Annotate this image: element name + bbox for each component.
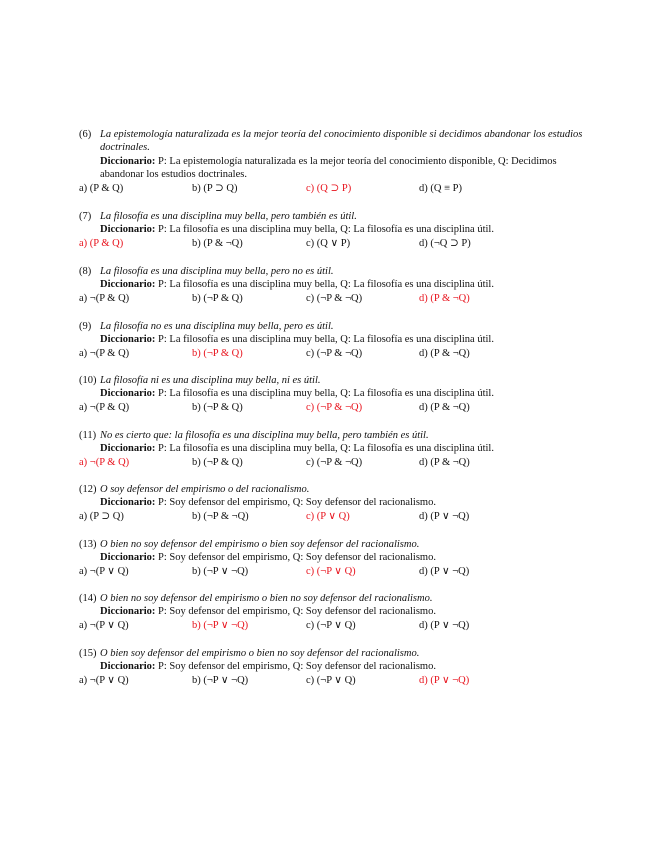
dictionary-text: P: La filosofía es una disciplina muy bella, Q: La filosofía es una disciplina útil. — [158, 224, 494, 236]
exercise-dictionary — [100, 155, 589, 182]
option-c[interactable]: c) (Q ⊃ P) — [306, 182, 352, 194]
exercise-number: (15) — [79, 648, 97, 659]
dictionary-label: Diccionario: — [100, 155, 156, 167]
exercise-number: (12) — [79, 484, 97, 495]
dictionary-text: P: Soy defensor del empirismo, Q: Soy defensor del racionalismo. — [158, 552, 436, 564]
dictionary-text: P: La filosofía es una disciplina muy bella, Q: La filosofía es una disciplina útil. — [158, 334, 494, 346]
option-a[interactable]: a) ¬(P ∨ Q) — [79, 619, 129, 631]
dictionary-text: P: La epistemología naturalizada es la mejor teoría del conocimiento disponible, Q: Decidimos abandonar los estudios doctrinales. — [100, 155, 557, 181]
exercise-number: (8) — [79, 266, 92, 277]
option-b[interactable]: b) (¬P & Q) — [192, 456, 243, 468]
option-d[interactable]: d) (P ∨ ¬Q) — [419, 619, 470, 631]
option-c[interactable]: c) (¬P ∨ Q) — [306, 674, 356, 686]
answer-options — [79, 565, 589, 579]
option-d[interactable]: d) (P & ¬Q) — [419, 292, 470, 304]
option-c[interactable]: c) (¬P & ¬Q) — [306, 347, 363, 359]
answer-options — [79, 510, 589, 524]
option-a[interactable]: a) ¬(P & Q) — [79, 456, 130, 468]
answer-options — [79, 182, 589, 196]
exercise-11 — [79, 429, 589, 470]
exercise-dictionary — [100, 605, 589, 618]
answer-options — [79, 456, 589, 470]
exercise-12 — [79, 483, 589, 524]
dictionary-text: P: La filosofía es una disciplina muy bella, Q: La filosofía es una disciplina útil. — [158, 388, 494, 400]
exercise-statement: O bien no soy defensor del empirismo o bien soy defensor del racionalismo. — [100, 539, 420, 550]
exercise-statement: O soy defensor del empirismo o del racionalismo. — [100, 484, 310, 495]
exercise-6 — [79, 128, 589, 196]
option-b[interactable]: b) (¬P ∨ ¬Q) — [192, 565, 249, 577]
dictionary-label: Diccionario: — [100, 388, 156, 400]
option-d[interactable]: d) (P ∨ ¬Q) — [419, 565, 470, 577]
option-b[interactable]: b) (P ⊃ Q) — [192, 182, 238, 194]
option-b[interactable]: b) (¬P ∨ ¬Q) — [192, 674, 249, 686]
exercise-13 — [79, 538, 589, 579]
dictionary-text: P: Soy defensor del empirismo, Q: Soy defensor del racionalismo. — [158, 497, 436, 509]
option-b[interactable]: b) (P & ¬Q) — [192, 237, 243, 249]
exercise-dictionary — [100, 278, 589, 291]
option-b[interactable]: b) (¬P & Q) — [192, 401, 243, 413]
exercise-dictionary — [100, 333, 589, 346]
exercise-statement: O bien soy defensor del empirismo o bien no soy defensor del racionalismo. — [100, 648, 420, 659]
option-c[interactable]: c) (P ∨ Q) — [306, 510, 350, 522]
exercise-statement: No es cierto que: la filosofía es una disciplina muy bella, pero también es útil. — [100, 430, 429, 441]
option-d[interactable]: d) (Q ≡ P) — [419, 182, 462, 194]
answer-options — [79, 401, 589, 415]
option-b[interactable]: b) (¬P & ¬Q) — [192, 510, 249, 522]
exercise-statement: La filosofía es una disciplina muy bella, pero también es útil. — [100, 211, 357, 222]
option-b[interactable]: b) (¬P & Q) — [192, 347, 243, 359]
dictionary-label: Diccionario: — [100, 279, 156, 291]
option-a[interactable]: a) (P ⊃ Q) — [79, 510, 124, 522]
exercise-dictionary — [100, 551, 589, 564]
exercise-number: (6) — [79, 129, 92, 140]
dictionary-label: Diccionario: — [100, 606, 156, 618]
exercise-statement: O bien no soy defensor del empirismo o bien no soy defensor del racionalismo. — [100, 593, 433, 604]
option-c[interactable]: c) (Q ∨ P) — [306, 237, 351, 249]
exercise-statement: La filosofía es una disciplina muy bella, pero no es útil. — [100, 266, 334, 277]
dictionary-text: P: Soy defensor del empirismo, Q: Soy defensor del racionalismo. — [158, 606, 436, 618]
option-a[interactable]: a) ¬(P & Q) — [79, 401, 130, 413]
dictionary-label: Diccionario: — [100, 334, 156, 346]
exercise-number: (14) — [79, 593, 97, 604]
exercise-statement: La epistemología naturalizada es la mejor teoría del conocimiento disponible si decidimos abandonar los estudios doctrinales. — [100, 129, 583, 154]
option-a[interactable]: a) (P & Q) — [79, 237, 124, 249]
answer-options — [79, 237, 589, 251]
dictionary-label: Diccionario: — [100, 443, 156, 455]
exercise-dictionary — [100, 442, 589, 455]
option-b[interactable]: b) (¬P ∨ ¬Q) — [192, 619, 249, 631]
option-d[interactable]: d) (¬Q ⊃ P) — [419, 237, 471, 249]
dictionary-label: Diccionario: — [100, 224, 156, 236]
exercise-10 — [79, 374, 589, 415]
option-d[interactable]: d) (P & ¬Q) — [419, 456, 470, 468]
option-c[interactable]: c) (¬P & ¬Q) — [306, 456, 363, 468]
exercise-9 — [79, 320, 589, 361]
option-d[interactable]: d) (P & ¬Q) — [419, 401, 470, 413]
exercise-dictionary — [100, 387, 589, 400]
option-a[interactable]: a) ¬(P & Q) — [79, 347, 130, 359]
exercise-statement: La filosofía ni es una disciplina muy bella, ni es útil. — [100, 375, 321, 386]
exercise-7 — [79, 210, 589, 251]
option-d[interactable]: d) (P ∨ ¬Q) — [419, 674, 470, 686]
exercise-number: (7) — [79, 211, 92, 222]
dictionary-label: Diccionario: — [100, 552, 156, 564]
option-c[interactable]: c) (¬P ∨ Q) — [306, 619, 356, 631]
dictionary-text: P: Soy defensor del empirismo, Q: Soy defensor del racionalismo. — [158, 661, 436, 673]
exercise-number: (9) — [79, 321, 92, 332]
dictionary-text: P: La filosofía es una disciplina muy bella, Q: La filosofía es una disciplina útil. — [158, 279, 494, 291]
option-d[interactable]: d) (P & ¬Q) — [419, 347, 470, 359]
dictionary-label: Diccionario: — [100, 497, 156, 509]
answer-options — [79, 674, 589, 688]
option-c[interactable]: c) (¬P & ¬Q) — [306, 401, 363, 413]
answer-options — [79, 347, 589, 361]
answer-options — [79, 292, 589, 306]
exercise-dictionary — [100, 496, 589, 509]
option-b[interactable]: b) (¬P & Q) — [192, 292, 243, 304]
option-a[interactable]: a) ¬(P ∨ Q) — [79, 674, 129, 686]
option-d[interactable]: d) (P ∨ ¬Q) — [419, 510, 470, 522]
exercise-number: (10) — [79, 375, 97, 386]
dictionary-text: P: La filosofía es una disciplina muy bella, Q: La filosofía es una disciplina útil. — [158, 443, 494, 455]
option-c[interactable]: c) (¬P ∨ Q) — [306, 565, 356, 577]
exercise-14 — [79, 592, 589, 633]
dictionary-label: Diccionario: — [100, 661, 156, 673]
exercise-dictionary — [100, 223, 589, 236]
exercise-dictionary — [100, 660, 589, 673]
option-a[interactable]: a) ¬(P ∨ Q) — [79, 565, 129, 577]
option-a[interactable]: a) ¬(P & Q) — [79, 292, 130, 304]
exercise-15 — [79, 647, 589, 688]
option-c[interactable]: c) (¬P & ¬Q) — [306, 292, 363, 304]
exercise-number: (11) — [79, 430, 97, 441]
exercise-statement: La filosofía no es una disciplina muy bella, pero es útil. — [100, 321, 334, 332]
option-a[interactable]: a) (P & Q) — [79, 182, 124, 194]
exercise-number: (13) — [79, 539, 97, 550]
answer-options — [79, 619, 589, 633]
exercise-8 — [79, 265, 589, 306]
